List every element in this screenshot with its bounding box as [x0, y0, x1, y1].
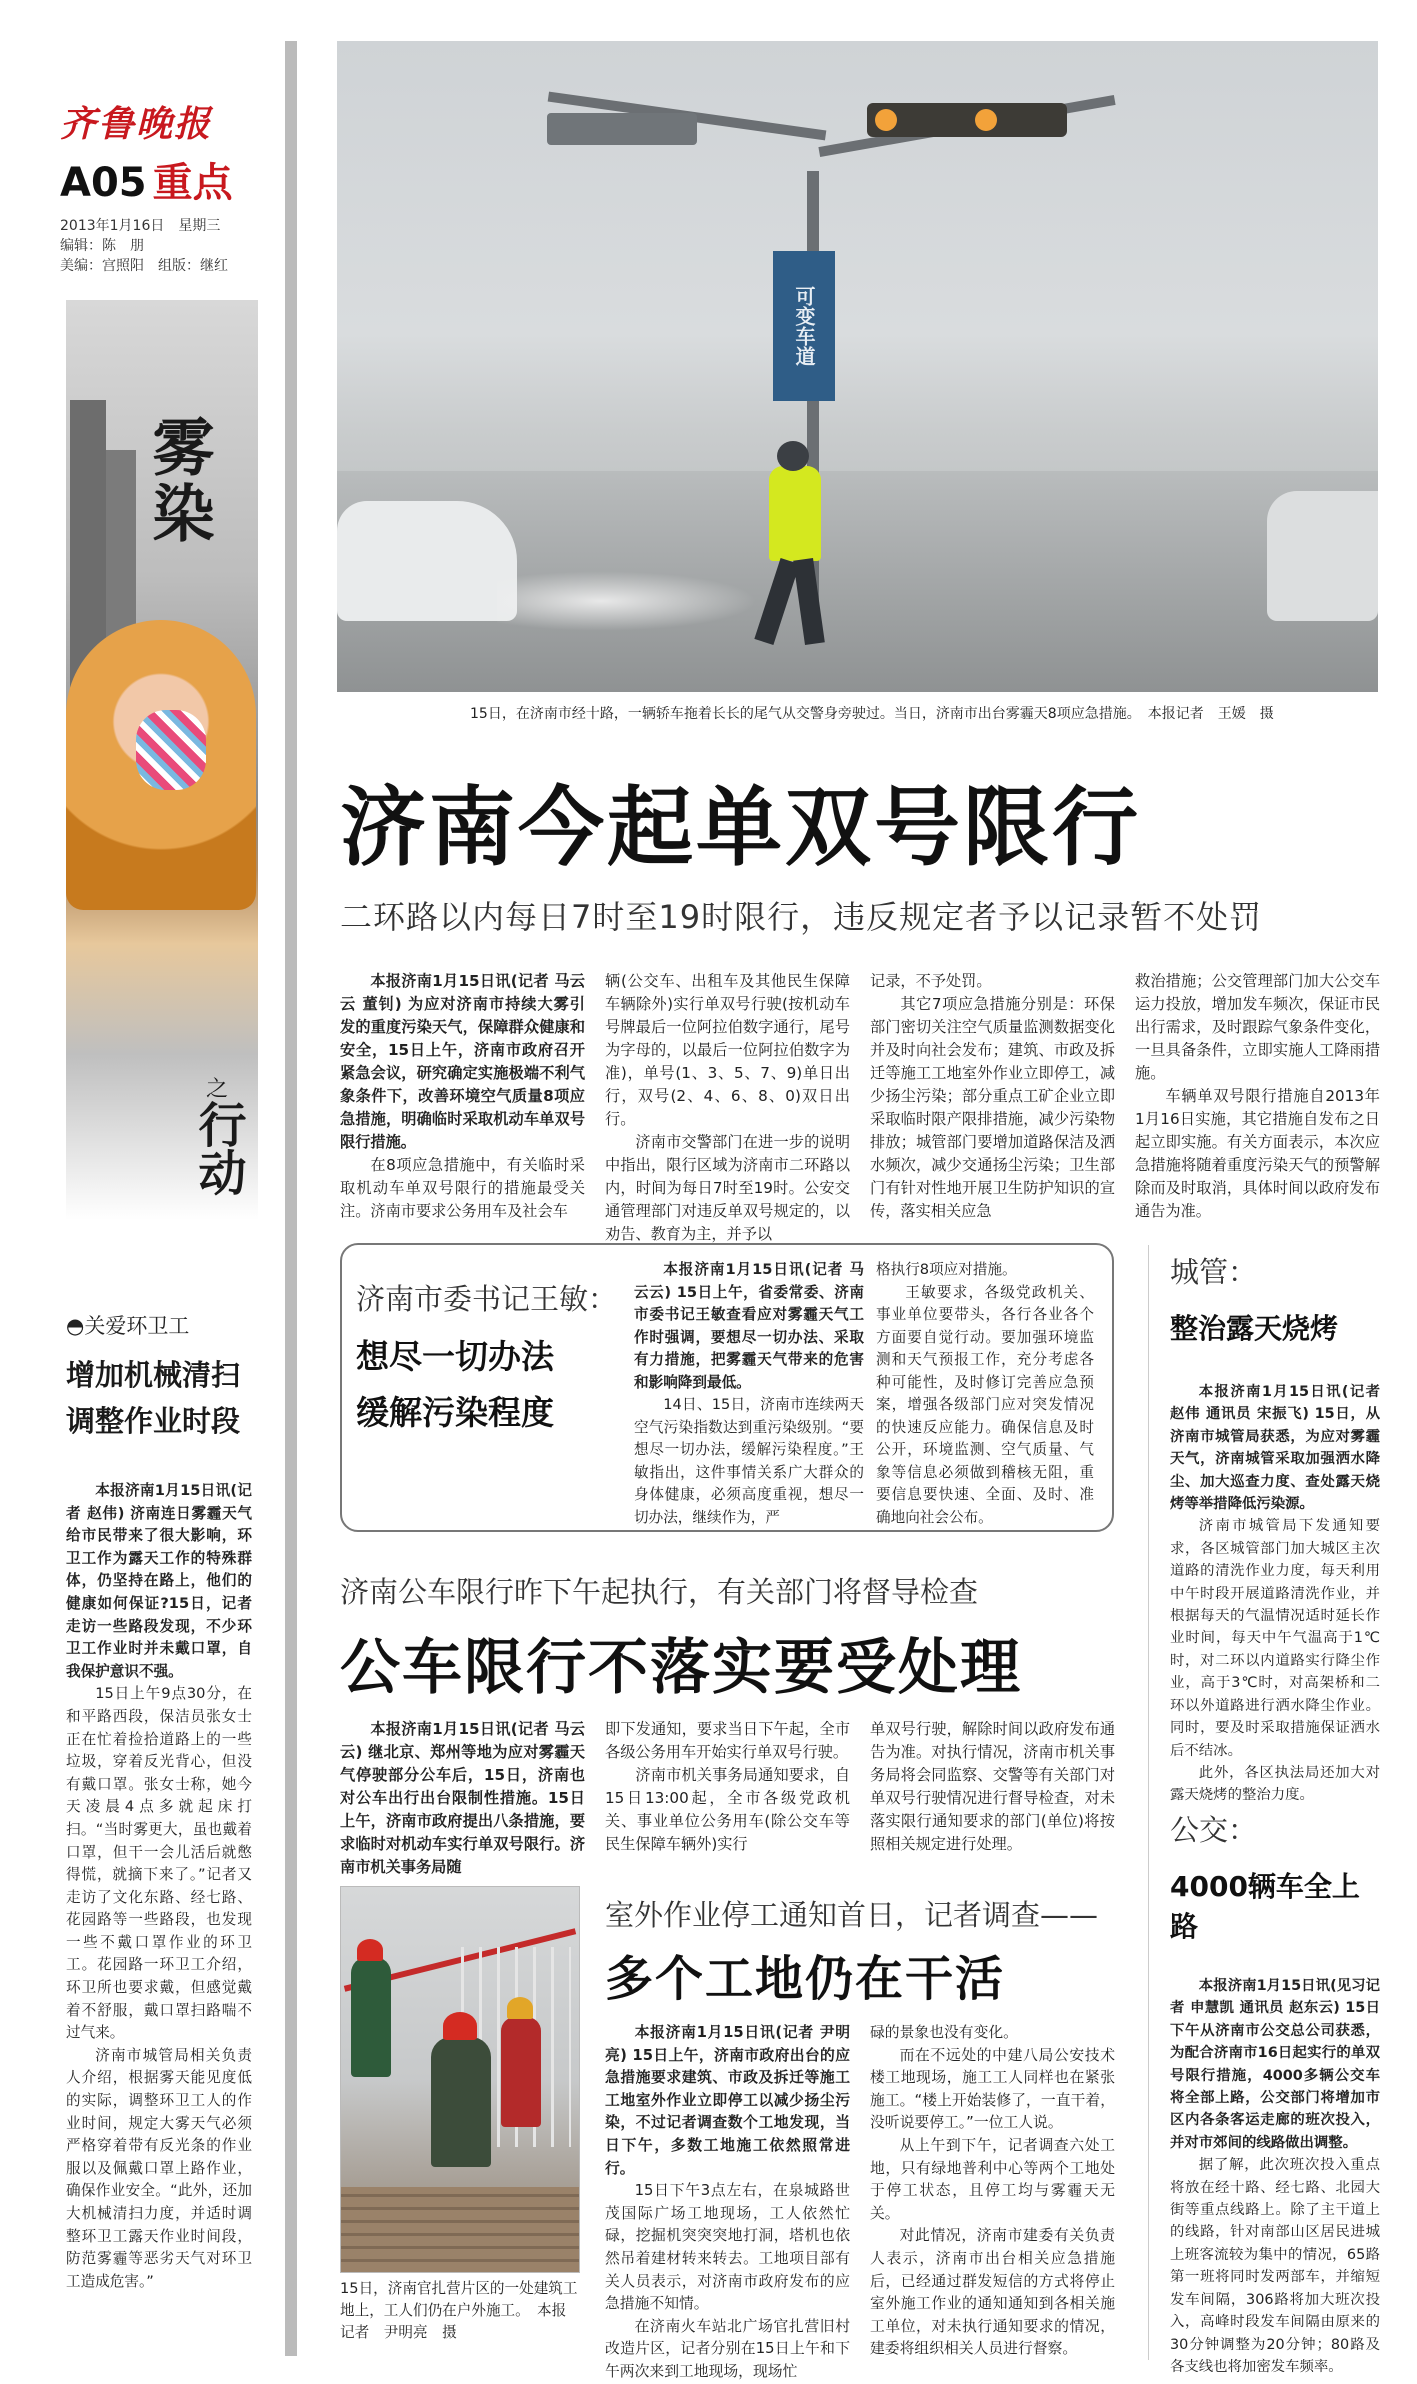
fog-street-photo	[337, 41, 1378, 692]
section-name: 重点	[152, 160, 233, 206]
car-right	[1267, 491, 1378, 621]
right1-body	[1170, 1381, 1380, 1807]
paragraph: 15日下午3点左右，在泉城路世茂国际广场工地现场，工人依然忙碌，挖掘机突突突地打洞，塔机也依然吊着建材转来转去。工地项目部有关人员表示，对济南市政府发布的应急措施不知情。	[605, 2182, 850, 2313]
site-story-col-1	[605, 2022, 850, 2384]
hard-hat	[443, 2012, 477, 2040]
right2-headline: 4000辆车全上路	[1170, 1870, 1360, 1943]
banner-connector: 之	[206, 1077, 229, 1102]
right-column-rule	[1148, 1245, 1149, 2360]
page-code	[60, 151, 270, 208]
main-story-col-1	[340, 970, 585, 1223]
main-story-col-3	[870, 970, 1115, 1223]
right1-headline: 整治露天烧烤	[1170, 1312, 1339, 1345]
issue-date: 2013年1月16日 星期三	[60, 218, 221, 234]
paragraph: 即下发通知，要求当日下午起，全市各级公务用车开始实行单双号行驶。	[605, 1720, 850, 1761]
design-credit: 美编：宫照阳 组版：继红	[60, 258, 228, 274]
left-headline-line2: 调整作业时段	[66, 1404, 241, 1438]
left-story-headline	[66, 1352, 252, 1444]
paragraph: 本报济南1月15日讯(记者 马云云) 继北京、郑州等地为应对雾霾天气停驶部分公车后，15日，济南也对公车出行出台限制性措施。15日上午，济南市政府提出八条措施，要求临时对机动车实行单双号限行。济南市机关事务局随	[340, 1720, 585, 1876]
paragraph: 本报济南1月15日讯(记者 马云云 董钊) 为应对济南市持续大雾引发的重度污染天气，保障群众健康和安全，15日上午，济南市政府召开紧急会议，研究确定实施极端不利气象条件下，改善环境空气质量8项应急措施，明确临时采取机动车单双号限行措施。	[340, 972, 585, 1151]
masthead-meta	[60, 216, 270, 276]
paragraph: 碌的景象也没有变化。	[870, 2024, 1018, 2041]
paragraph: 据了解，此次班次投入重点将放在经十路、经七路、北园大街等重点线路上。除了主干道上的线路，针对南部山区居民进城上班客流较为集中的情况，65路第一班将同时发两部车，并缩短发车间隔，306路将加大班次投入，高峰时段发车间隔由原来的30分钟调整为20分钟；80路及各支线也将加密发车频率。	[1170, 2157, 1380, 2375]
paragraph: 本报济南1月15日讯(记者 赵伟 通讯员 宋振飞) 15日，从济南市城管局获悉，为应对雾霾天气，济南城管采取加强洒水降尘、加大巡查力度、查处露天烧烤等举措降低污染源。	[1170, 1384, 1380, 1513]
masthead	[60, 96, 270, 276]
paragraph: 15日上午9点30分，在和平路西段，保洁员张女士正在忙着捡拾道路上的一些垃圾，穿着反光背心，但没有戴口罩。张女士称，她今天凌晨4点多就起床打扫。“当时雾更大，虽也戴着口罩，但干一会儿活后就憋得慌，就摘下来了。”记者又走访了文化东路、经七路、花园路等一些路段，也发现一些不戴口罩作业的环卫工。花园路一环卫工介绍，环卫所也要求戴，但感觉戴着不舒服，戴口罩扫路喘不过气来。	[66, 1685, 252, 2042]
construction-photo	[340, 1886, 580, 2273]
lane-sign	[547, 113, 697, 145]
photo-caption: 15日，在济南市经十路，一辆轿车拖着长长的尾气从交警身旁驶过。当日，济南市出台雾霾天8项应急措施。 本报记者 王媛 摄	[470, 706, 1274, 722]
variable-lane-sign: 可变车道	[773, 251, 835, 401]
left-story-kicker: ◓关爱环卫工	[66, 1314, 190, 1338]
paragraph: 济南市城管局下发通知要求，各区城管部门加大城区主次道路的清洗作业力度，每天利用中午时段开展道路清洗作业，并根据每天的气温情况适时延长作业时间，每天中午气温高于1℃时，对二环以内道路实行降尘作业，高于3℃时，对高架桥和二环以外道路进行洒水降尘作业。同时，要及时采取措施保证洒水后不结冰。	[1170, 1518, 1380, 1759]
left-column-rule	[285, 41, 297, 2356]
main-story-col-2	[605, 970, 850, 1246]
car-story-headline: 公车限行不落实要受处理	[340, 1633, 1022, 1703]
site-story-headline: 多个工地仍在干活	[605, 1951, 1006, 2007]
left-story-body	[66, 1480, 252, 2293]
paragraph: 记录，不予处罚。	[870, 972, 992, 990]
site-story-kicker: 室外作业停工通知首日，记者调查——	[605, 1898, 1099, 1932]
car-left	[337, 501, 517, 621]
section-banner	[66, 300, 258, 1220]
hard-hat	[507, 1997, 533, 2019]
paragraph: 而在不远处的中建八局公安技术楼工地现场，施工工人同样也在紧张施工。“楼上开始装修了，一直干着，没听说要停工。”一位工人说。	[870, 2046, 1115, 2132]
main-subheadline: 二环路以内每日7时至19时限行，违反规定者予以记录暂不处罚	[340, 898, 1263, 936]
worker-figure	[431, 2037, 491, 2167]
site-photo-caption: 15日，济南官扎营片区的一处建筑工地上，工人们仍在户外施工。 本报记者 尹明亮 摄	[340, 2280, 578, 2341]
car-story-col-3	[870, 1718, 1115, 1856]
worker-figure	[501, 2017, 541, 2127]
paragraph: 辆(公交车、出租车及其他民生保障车辆除外)实行单双号行驶(按机动车号牌最后一位阿拉伯数字通行，尾号为字母的，以最后一位阿拉伯数字为准)，单号(1、3、5、7、9)单日出行，双号(2、4、6、8、0)双日出行。	[605, 972, 850, 1128]
paragraph: 格执行8项应对措施。	[876, 1261, 1017, 1278]
hard-hat	[357, 1939, 383, 1961]
worker-figure	[351, 1957, 391, 2077]
amber-arrow-icon	[975, 109, 997, 131]
traffic-light	[867, 103, 1067, 137]
right2-kicker: 公交：	[1170, 1813, 1258, 1847]
car-story-col-1	[340, 1718, 585, 1879]
main-story-col-4	[1135, 970, 1380, 1223]
site-story-col-2	[870, 2022, 1115, 2361]
right-story-bus	[1170, 1808, 1380, 2378]
traffic-police-vest	[769, 466, 821, 561]
editor-credit: 编辑：陈 朋	[60, 238, 144, 254]
box-headline-line2: 缓解污染程度	[356, 1393, 554, 1432]
main-headline: 济南今起单双号限行	[340, 778, 1141, 878]
box-col-2	[864, 1259, 1094, 1529]
traffic-police-cap	[777, 441, 809, 471]
paragraph: 对此情况，济南市建委有关负责人表示，济南市出台相关应急措施后，已经通过群发短信的方式将停止室外施工作业的通知通知到各相关施工单位，对未执行通知要求的情况，建委将组织相关人员进行督察。	[870, 2227, 1115, 2358]
paragraph: 从上午到下午，记者调查六处工地，只有绿地普利中心等两个工地处于停工状态，且停工均与雾霾天无关。	[870, 2136, 1115, 2222]
amber-arrow-icon	[875, 109, 897, 131]
paragraph: 本报济南1月15日讯(记者 尹明亮) 15日上午，济南市政府出台的应急措施要求建筑、市政及拆迁等施工工地室外作业立即停工以减少扬尘污染，不过记者调查数个工地发现，当日下午，多数工地施工依然照常进行。	[605, 2024, 850, 2177]
paragraph: 车辆单双号限行措施自2013年1月16日实施，其它措施自发布之日起立即实施。有关方面表示，本次应急措施将随着重度污染天气的预警解除而及时取消，具体时间以政府发布通告为准。	[1135, 1087, 1380, 1220]
page-number: A05	[60, 160, 147, 206]
left-headline-line1: 增加机械清扫	[66, 1358, 241, 1392]
paragraph: 此外，各区执法局还加大对露天烧烤的整治力度。	[1170, 1764, 1380, 1804]
paragraph: 在济南火车站北广场官扎营旧村改造片区，记者分别在15日上午和下午两次来到工地现场，现场忙	[605, 2317, 850, 2380]
newspaper-logo: 齐鲁晚报	[60, 103, 213, 145]
banner-title: 雾染	[142, 415, 215, 547]
mitten-illustration	[136, 710, 206, 790]
paragraph: 济南市城管局相关负责人介绍，根据雾天能见度低的实际，调整环卫工人的作业时间，规定大雾天气必须严格穿着带有反光条的作业服以及佩戴口罩上路作业，确保作业安全。“此外，还加大机械清扫力度，并适时调整环卫工露天作业时间段，防范雾霾等恶劣天气对环卫工造成危害。”	[66, 2046, 252, 2290]
box-col-1	[634, 1259, 864, 1529]
banner-subtitle: 行动	[190, 1100, 246, 1196]
brick-wall	[341, 2187, 579, 2272]
car-story-col-2	[605, 1718, 850, 1856]
exhaust-smoke	[497, 571, 757, 631]
box-kicker: 济南市委书记王敏：	[356, 1282, 618, 1316]
paragraph: 单双号行驶，解除时间以政府发布通告为准。对执行情况，济南市机关事务局将会同监察、交警等有关部门对单双号行驶情况进行督导检查，对未落实限行通知要求的部门(单位)将按照相关规定进行处理。	[870, 1720, 1115, 1853]
paragraph: 本报济南1月15日讯(见习记者 申慧凯 通讯员 赵东云) 15日下午从济南市公交总公司获悉，为配合济南市16日起实行的单双号限行措施，4000多辆公交车将全部上路，公交部门将增加市区内各条客运走廊的班次投入，并对市郊间的线路做出调整。	[1170, 1978, 1380, 2151]
right-story-urban	[1170, 1250, 1380, 1807]
paragraph: 救治措施；公交管理部门加大公交车运力投放，增加发车频次，保证市民出行需求，及时跟踪气象条件变化，一旦具备条件，立即实施人工降雨措施。	[1135, 972, 1380, 1082]
paragraph: 14日、15日，济南市连续两天空气污染指数达到重污染级别。“要想尽一切办法，缓解污染程度。”王敏指出，这件事情关系广大群众的身体健康，必须高度重视，想尽一切办法，继续作为，严	[634, 1396, 864, 1526]
paragraph: 本报济南1月15日讯(记者 赵伟) 济南连日雾霾天气给市民带来了很大影响，环卫工作为露天工作的特殊群体，仍坚持在路上，他们的健康如何保证?15日，记者走访一些路段发现，不少环卫工作业时并未戴口罩，自我保护意识不强。	[66, 1482, 252, 1680]
paragraph: 济南市机关事务局通知要求，自15日13:00起，全市各级党政机关、事业单位公务用车(除公交车等民生保障车辆外)实行	[605, 1766, 850, 1853]
right2-body	[1170, 1975, 1380, 2378]
right1-kicker: 城管：	[1170, 1255, 1258, 1289]
paragraph: 其它7项应急措施分别是：环保部门密切关注空气质量监测数据变化并及时向社会发布；建筑、市政及拆迁等施工工地室外作业立即停工，减少扬尘污染；部分重点工矿企业立即采取临时限产限排措施，减少污染物排放；城管部门要增加道路保洁及洒水频次，减少交通扬尘污染；卫生部门有针对性地开展卫生防护知识的宣传，落实相关应急	[870, 995, 1115, 1220]
paragraph: 本报济南1月15日讯(记者 马云云) 15日上午，省委常委、济南市委书记王敏查看应对雾霾天气工作时强调，要想尽一切办法、采取有力措施，把雾霾天气带来的危害和影响降到最低。	[634, 1261, 864, 1391]
box-headline	[356, 1329, 554, 1441]
car-story-kicker: 济南公车限行昨下午起执行，有关部门将督导检查	[340, 1575, 979, 1609]
box-headline-line1: 想尽一切办法	[356, 1337, 554, 1376]
left-story	[66, 1310, 252, 2293]
paragraph: 王敏要求，各级党政机关、事业单位要带头，各行各业各个方面要自觉行动。要加强环境监测和天气预报工作，充分考虑各种可能性，及时修订完善应急预案，增强各级部门应对突发情况的快速反应能力。确保信息及时公开，环境监测、空气质量、气象等信息必须做到稽核无阻，重要信息要快速、全面、及时、准确地向社会公布。	[876, 1283, 1094, 1526]
secretary-box	[340, 1243, 1114, 1532]
paragraph: 济南市交警部门在进一步的说明中指出，限行区域为济南市二环路以内，时间为每日7时至19时。公安交通管理部门对违反单双号规定的，以劝告、教育为主，并予以	[605, 1133, 850, 1243]
paragraph: 在8项应急措施中，有关临时采取机动车单双号限行的措施最受关注。济南市要求公务用车及社会车	[340, 1156, 585, 1220]
